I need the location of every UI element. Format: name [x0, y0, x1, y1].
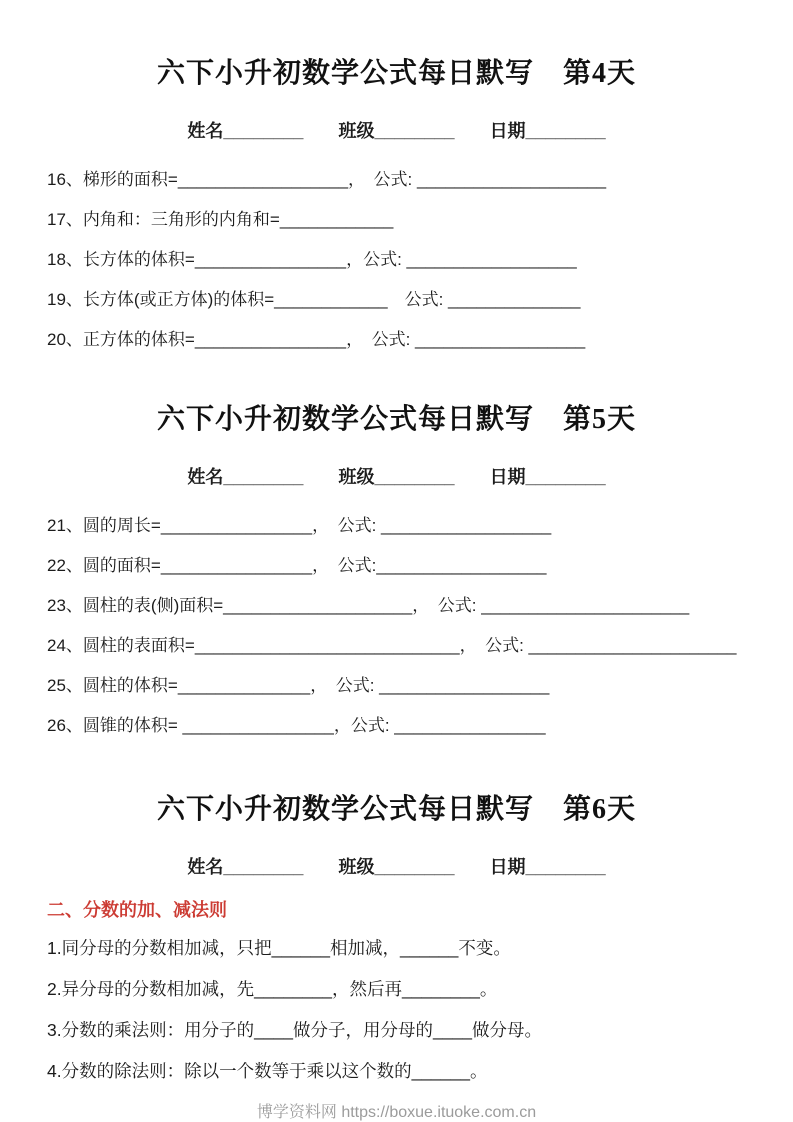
- day6-name-class-date-line: [0, 854, 793, 880]
- page-footer: 博学资料网 https://boxue.ituoke.com.cn: [256, 1104, 537, 1121]
- day4-items: [0, 160, 793, 360]
- worksheet-item-26: 26、圆锥的体积= ________________，公式: ________________: [47, 716, 546, 735]
- day5-title: 六下小升初数学公式每日默写 第5天: [156, 404, 636, 435]
- worksheet-item-1: 1.同分母的分数相加减，只把______相加减，______不变。: [47, 938, 511, 958]
- day6-items: [0, 928, 793, 1092]
- worksheet-item-22: 22、圆的面积=________________， 公式:__________________: [47, 556, 547, 575]
- day4-section: [0, 56, 793, 360]
- section-subheading-fraction-rules: 二、分数的加、减法则: [47, 900, 227, 920]
- day5-items: [0, 506, 793, 746]
- name-field-label: 姓名________: [187, 467, 304, 487]
- day4-name-class-date-line: [0, 118, 793, 144]
- worksheet-item-20: 20、正方体的体积=________________， 公式: __________________: [47, 330, 586, 349]
- worksheet-item-25: 25、圆柱的体积=______________， 公式: __________________: [47, 676, 550, 695]
- date-field-label: 日期________: [489, 857, 606, 877]
- day5-section: [0, 402, 793, 746]
- class-field-label: 班级________: [338, 467, 455, 487]
- date-field-label: 日期________: [489, 121, 606, 141]
- class-field-label: 班级________: [338, 857, 455, 877]
- day6-section: [0, 792, 793, 1092]
- worksheet-item-2: 2.异分母的分数相加减，先________，然后再________。: [47, 979, 498, 999]
- day6-title: 六下小升初数学公式每日默写 第6天: [156, 794, 636, 825]
- worksheet-item-19: 19、长方体(或正方体)的体积=____________ 公式: ______________: [47, 290, 581, 309]
- class-field-label: 班级________: [338, 121, 455, 141]
- day4-title: 六下小升初数学公式每日默写 第4天: [156, 58, 636, 89]
- worksheet-item-16: 16、梯形的面积=__________________， 公式: ____________________: [47, 170, 607, 189]
- worksheet-item-4: 4.分数的除法则：除以一个数等于乘以这个数的______。: [47, 1061, 488, 1081]
- worksheet-item-24: 24、圆柱的表面积=____________________________， 公式: ______________________: [47, 636, 737, 655]
- worksheet-item-3: 3.分数的乘法则：用分子的____做分子，用分母的____做分母。: [47, 1020, 542, 1040]
- name-field-label: 姓名________: [187, 857, 304, 877]
- worksheet-item-23: 23、圆柱的表(侧)面积=____________________， 公式: ______________________: [47, 596, 690, 615]
- name-field-label: 姓名________: [187, 121, 304, 141]
- worksheet-item-17: 17、内角和：三角形的内角和=____________: [47, 210, 394, 229]
- worksheet-item-18: 18、长方体的体积=________________，公式: __________________: [47, 250, 577, 269]
- day5-name-class-date-line: [0, 464, 793, 490]
- worksheet-item-21: 21、圆的周长=________________， 公式: __________________: [47, 516, 552, 535]
- date-field-label: 日期________: [489, 467, 606, 487]
